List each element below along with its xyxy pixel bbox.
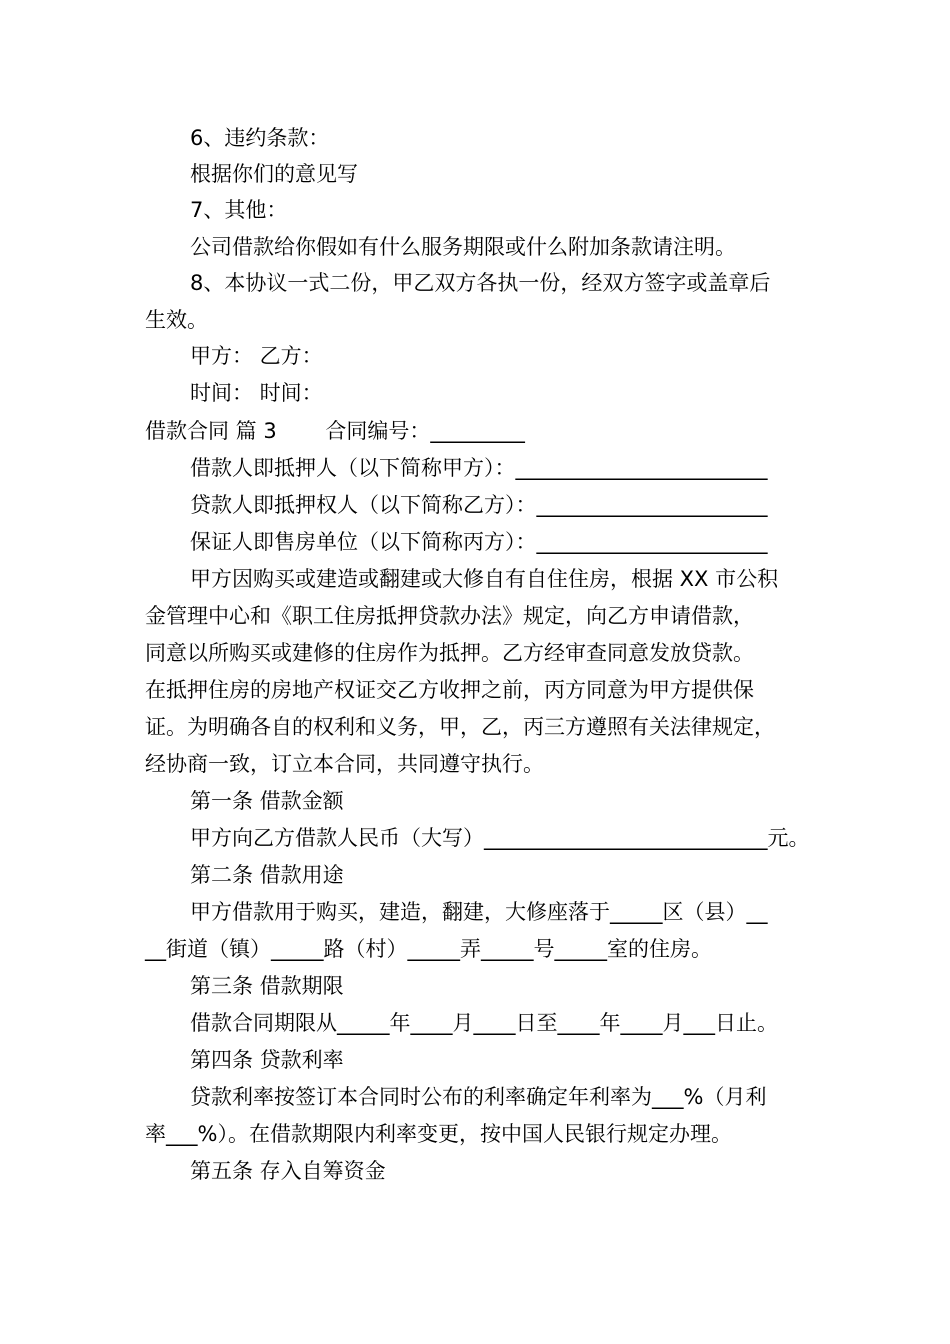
article-2-text-continued: __街道（镇）_____路（村）_____弄_____号_____室的住房。	[145, 937, 712, 961]
preamble-line-6: 经协商一致，订立本合同，共同遵守执行。	[145, 752, 544, 776]
article-3-heading: 第三条 借款期限	[190, 974, 344, 998]
clause-7-text: 公司借款给你假如有什么服务期限或什么附加条款请注明。	[190, 235, 736, 259]
article-4-text: 贷款利率按签订本合同时公布的利率确定年利率为___%（月利	[190, 1085, 767, 1109]
preamble-line-4: 在抵押住房的房地产权证交乙方收押之前，丙方同意为甲方提供保	[145, 678, 754, 702]
preamble-line-1: 甲方因购买或建造或翻建或大修自有自住住房，根据 XX 市公积	[190, 567, 779, 591]
preamble-line-2: 金管理中心和《职工住房抵押贷款办法》规定，向乙方申请借款，	[145, 604, 754, 628]
clause-6-heading: 6、违约条款：	[190, 126, 330, 150]
clause-6-text: 根据你们的意见写	[190, 162, 358, 186]
contract-title: 借款合同 篇 3 合同编号：_________	[145, 419, 525, 443]
date-signature-line: 时间： 时间：	[190, 381, 323, 405]
article-3-text: 借款合同期限从_____年____月____日至____年____月___日止。	[190, 1011, 778, 1035]
clause-7-heading: 7、其他：	[190, 198, 288, 222]
lender-line: 贷款人即抵押权人（以下简称乙方）：______________________	[190, 493, 768, 517]
article-4-text-continued: 率___%）。在借款期限内利率变更，按中国人民银行规定办理。	[145, 1122, 732, 1146]
article-1-heading: 第一条 借款金额	[190, 789, 344, 813]
party-signature-line: 甲方： 乙方：	[190, 344, 323, 368]
article-4-heading: 第四条 贷款利率	[190, 1048, 344, 1072]
borrower-line: 借款人即抵押人（以下简称甲方）：________________________	[190, 456, 768, 480]
clause-8-text-continued: 生效。	[145, 308, 208, 332]
article-2-text: 甲方借款用于购买，建造，翻建，大修座落于_____区（县）__	[190, 900, 768, 924]
preamble-line-5: 证。为明确各自的权利和义务，甲，乙，丙三方遵照有关法律规定，	[145, 715, 775, 739]
article-2-heading: 第二条 借款用途	[190, 863, 344, 887]
clause-8-text: 8、本协议一式二份，甲乙双方各执一份，经双方签字或盖章后	[190, 271, 771, 295]
guarantor-line: 保证人即售房单位（以下简称丙方）：______________________	[190, 530, 768, 554]
article-1-text: 甲方向乙方借款人民币（大写）___________________________元。	[190, 826, 810, 850]
preamble-line-3: 同意以所购买或建修的住房作为抵押。乙方经审查同意发放贷款。	[145, 641, 754, 665]
article-5-heading: 第五条 存入自筹资金	[190, 1159, 386, 1183]
